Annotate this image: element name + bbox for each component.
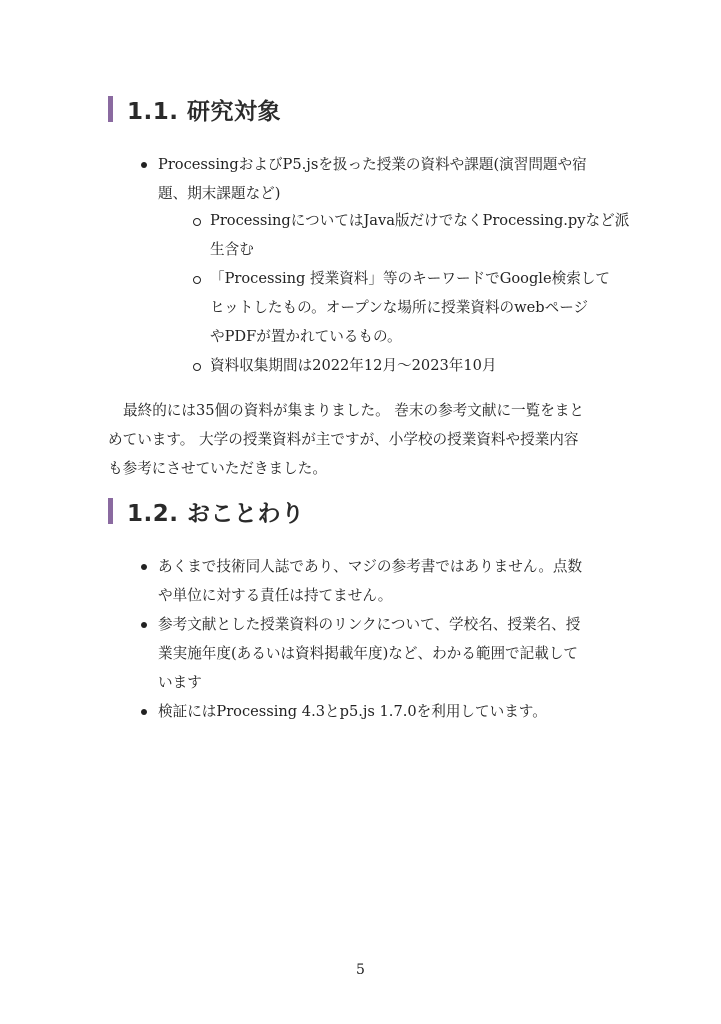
sub-bullet-circle-icon (193, 363, 201, 371)
page-number: 5 (356, 962, 365, 978)
text-line: 参考文献とした授業資料のリンクについて、学校名、授業名、授 (158, 616, 581, 633)
bullet-item-verification-versions (158, 697, 547, 726)
text-line: めています。 大学の授業資料が主ですが、小学校の授業資料や授業内容 (108, 431, 579, 448)
text-line: やPDFが置かれているもの。 (210, 328, 402, 345)
bullet-item-reference-links (158, 610, 580, 697)
text-line: 「Processing 授業資料」等のキーワードでGoogle検索して (210, 270, 610, 287)
section-heading-1-2 (108, 494, 305, 528)
sub-bullet-item-collection-period (210, 351, 497, 380)
sub-bullet-item-java-version (210, 206, 629, 264)
text-line: ヒットしたもの。オープンな場所に授業資料のwebページ (210, 299, 589, 316)
bullet-disc-icon (141, 622, 147, 628)
sub-bullet-circle-icon (193, 276, 201, 284)
text-line: や単位に対する責任は持てません。 (158, 587, 393, 604)
bullet-disc-icon (141, 709, 147, 715)
text-line: あくまで技術同人誌であり、マジの参考書ではありません。点数 (158, 558, 583, 575)
body-paragraph (108, 396, 584, 483)
text-line: 検証にはProcessing 4.3とp5.js 1.7.0を利用しています。 (158, 703, 547, 720)
text-line: 業実施年度(あるいは資料掲載年度)など、わかる範囲で記載して (158, 645, 579, 662)
text-line: います (158, 674, 202, 691)
heading-accent-bar (108, 96, 113, 122)
text-line: 生含む (210, 241, 254, 258)
sub-bullet-circle-icon (193, 218, 201, 226)
bullet-item-disclaimer (158, 552, 582, 610)
section-title: 1.1. 研究対象 (127, 98, 281, 125)
heading-accent-bar (108, 498, 113, 524)
text-line: 最終的には35個の資料が集まりました。 巻末の参考文献に一覧をまと (123, 402, 585, 419)
bullet-disc-icon (141, 564, 147, 570)
text-line: ProcessingについてはJava版だけでなくProcessing.pyなど派 (210, 212, 630, 229)
section-heading-1-1 (108, 92, 281, 126)
sub-bullet-item-google-search (210, 264, 610, 351)
bullet-disc-icon (141, 162, 147, 168)
bullet-item-research-target (158, 150, 587, 208)
section-title: 1.2. おことわり (127, 500, 305, 527)
text-line: も参考にさせていただきました。 (108, 460, 327, 477)
text-line: 題、期末課題など) (158, 185, 281, 202)
text-line: 資料収集期間は2022年12月〜2023年10月 (210, 357, 497, 374)
text-line: ProcessingおよびP5.jsを扱った授業の資料や課題(演習問題や宿 (158, 156, 587, 173)
